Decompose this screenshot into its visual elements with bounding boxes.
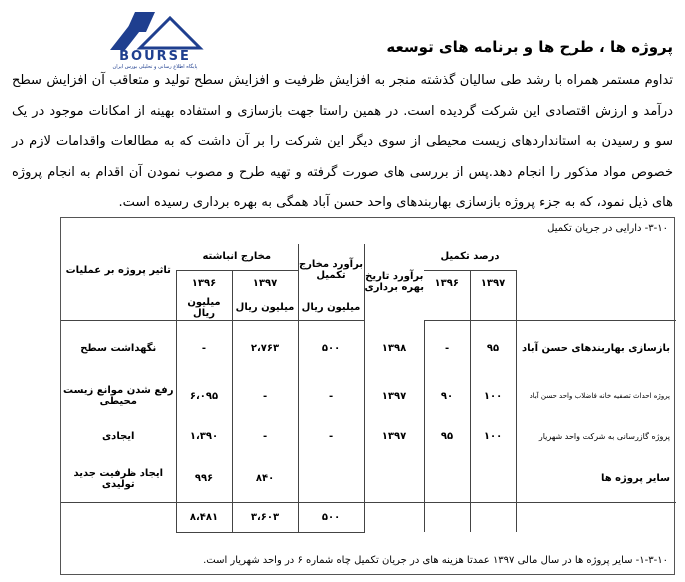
unit-label: میلیون ریال: [232, 296, 298, 320]
table-cell: ۹۵: [470, 320, 516, 376]
svg-text:BOURSE: BOURSE: [119, 49, 191, 64]
svg-text:پایگاه اطلاع رسانی و تحلیلی بو: پایگاه اطلاع رسانی و تحلیلی بورس ایران: [112, 64, 198, 70]
table-cell: ۱۳۹۸: [364, 320, 424, 376]
table-cell: ۱۳۹۷: [364, 376, 424, 416]
table-cell: نگهداشت سطح: [80, 342, 157, 354]
completion-cost-header: برآورد مخارج تکمیل: [298, 244, 364, 296]
unit-label: میلیون ریال: [176, 296, 232, 320]
table-cell: -: [298, 376, 364, 416]
intro-paragraph: تداوم مستمر همراه با رشد طی سالیان گذشته منجر به افزایش ظرفیت و افزایش سطح تولید و متعاقب آن افزایش سطح درآمد و ارزش اقتصادی این شرکت گردیده است. در همین راستا جهت بازسازی و استفاده بهینه از امکانات موجود در یک سو و رسیدن به استانداردهای زیست محیطی از سوی دیگر این شرکت را بر آن داشت که به مطالعات واقدامات لازم در خصوص مواد مذکور را انجام دهد.پس از بررسی های صورت گرفته و تهیه طرح و مصوب نمودن آن اقدام به انجام پروژه های ذیل نمود، که به جزء پروژه بازسازی بهاربندهای واحد حسن آباد همگی به بهره برداری رسیده است.: [12, 73, 673, 210]
table-cell: -: [298, 416, 364, 456]
table-cell: ۹۹۶: [176, 456, 232, 502]
project-name: سایر پروژه ها: [516, 456, 676, 502]
table-cell: ایجادی: [102, 430, 135, 442]
table-cell: ایجاد ظرفیت جدید تولیدی: [61, 456, 176, 502]
table-cell: ۵۰۰: [298, 320, 364, 376]
table-cell: -: [232, 376, 298, 416]
table-cell: [364, 456, 424, 502]
table-cell: -: [176, 320, 232, 376]
projects-table: [61, 244, 676, 533]
table-cell: ۱۳۹۷: [364, 416, 424, 456]
table-cell: رفع شدن موانع زیست محیطی: [63, 385, 174, 407]
table-cell: ۹۰: [424, 376, 470, 416]
table-cell: ۹۵: [424, 416, 470, 456]
unit-label: میلیون ریال: [298, 296, 364, 320]
assets-in-progress-section: [60, 217, 675, 575]
footnote: ۱-۳-۱۰- سایر پروژه ها در سال مالی ۱۳۹۷ عمدتا هزینه های در جریان تکمیل چاه شماره ۶ در واحد شهریار است.: [203, 555, 668, 566]
table-cell: -: [232, 416, 298, 456]
page-title: پروژه ها ، طرح ها و برنامه های توسعه: [386, 38, 673, 56]
project-name: پروژه گازرسانی به شرکت واحد شهریار: [538, 431, 671, 441]
section-title: ۳-۱۰- دارایی در جریان تکمیل: [547, 223, 668, 234]
table-cell: ۱۰۰: [470, 416, 516, 456]
accumulated-1396-header: ۱۳۹۶: [176, 270, 232, 296]
total-1396: ۸،۴۸۱: [176, 502, 232, 532]
table-cell: ۸۴۰: [232, 456, 298, 502]
completion-header: درصد تکمیل: [424, 244, 516, 270]
accumulated-cost-header: مخارج انباشته: [176, 244, 298, 270]
project-name: بازسازی بهاربندهای حسن آباد: [522, 342, 671, 354]
project-name: پروژه احداث تصفیه خانه فاضلاب واحد حسن آباد: [529, 392, 671, 400]
completion-1396-header: ۱۳۹۶: [424, 270, 470, 296]
accumulated-1397-header: ۱۳۹۷: [232, 270, 298, 296]
table-cell: ۶،۰۹۵: [176, 376, 232, 416]
table-cell: ۱،۳۹۰: [176, 416, 232, 456]
table-cell: [470, 456, 516, 502]
table-cell: [424, 456, 470, 502]
total-1397: ۳،۶۰۳: [232, 502, 298, 532]
operation-date-header: برآورد تاریخ بهره برداری: [364, 271, 424, 293]
table-cell: -: [424, 320, 470, 376]
impact-header: تاثیر پروژه بر عملیات: [65, 264, 171, 276]
bourse-logo: [80, 10, 230, 70]
table-cell: [298, 456, 364, 502]
total-est: ۵۰۰: [298, 502, 364, 532]
table-cell: ۲،۷۶۳: [232, 320, 298, 376]
completion-1397-header: ۱۳۹۷: [470, 270, 516, 296]
table-cell: ۱۰۰: [470, 376, 516, 416]
